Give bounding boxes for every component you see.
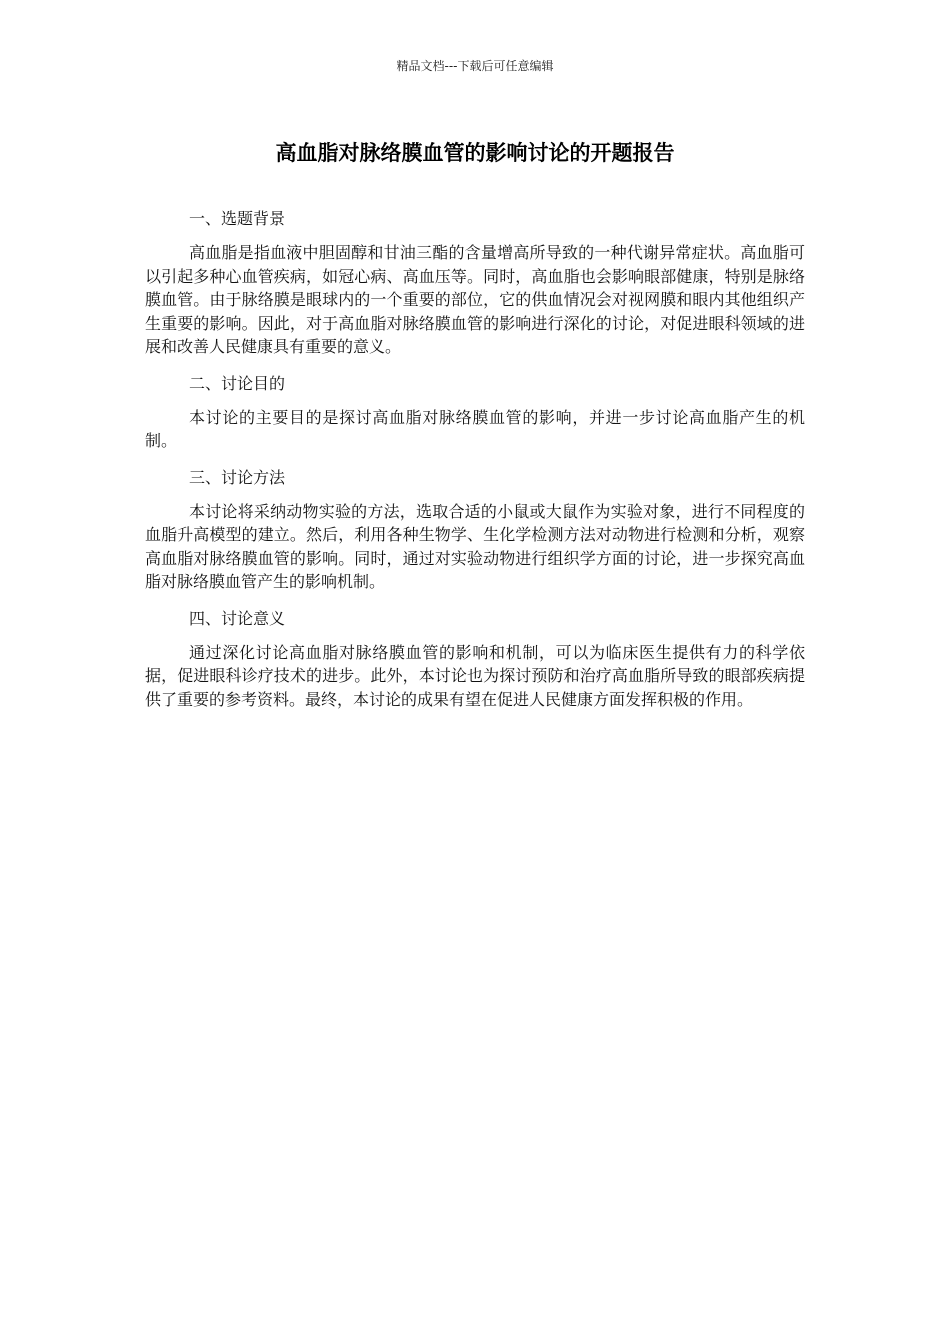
section-significance	[145, 606, 805, 712]
section-purpose	[145, 371, 805, 453]
section-paragraph: 本讨论将采纳动物实验的方法，选取合适的小鼠或大鼠作为实验对象，进行不同程度的血脂升高模型的建立。然后，利用各种生物学、生化学检测方法对动物进行检测和分析，观察高血脂对脉络膜血管的影响。同时，通过对实验动物进行组织学方面的讨论，进一步探究高血脂对脉络膜血管产生的影响机制。	[145, 501, 805, 591]
section-method	[145, 465, 805, 594]
section-background	[145, 206, 805, 359]
section-paragraph: 高血脂是指血液中胆固醇和甘油三酯的含量增高所导致的一种代谢异常症状。高血脂可以引起多种心血管疾病，如冠心病、高血压等。同时，高血脂也会影响眼部健康，特别是脉络膜血管。由于脉络膜是眼球内的一个重要的部位，它的供血情况会对视网膜和眼内其他组织产生重要的影响。因此，对于高血脂对脉络膜血管的影响进行深化的讨论，对促进眼科领域的进展和改善人民健康具有重要的意义。	[145, 243, 805, 356]
section-heading: 四、讨论意义	[189, 608, 286, 628]
section-paragraph: 通过深化讨论高血脂对脉络膜血管的影响和机制，可以为临床医生提供有力的科学依据，促进眼科诊疗技术的进步。此外，本讨论也为探讨预防和治疗高血脂所导致的眼部疾病提供了重要的参考资料。最终，本讨论的成果有望在促进人民健康方面发挥积极的作用。	[145, 642, 805, 709]
section-heading: 三、讨论方法	[189, 467, 286, 487]
section-heading: 一、选题背景	[189, 209, 286, 228]
document-title: 高血脂对脉络膜血管的影响讨论的开题报告	[275, 141, 675, 165]
section-heading: 二、讨论目的	[189, 373, 286, 393]
page-header-note: 精品文档---下载后可任意编辑	[396, 59, 554, 73]
document-body	[145, 206, 805, 723]
section-paragraph: 本讨论的主要目的是探讨高血脂对脉络膜血管的影响，并进一步讨论高血脂产生的机制。	[145, 407, 805, 450]
